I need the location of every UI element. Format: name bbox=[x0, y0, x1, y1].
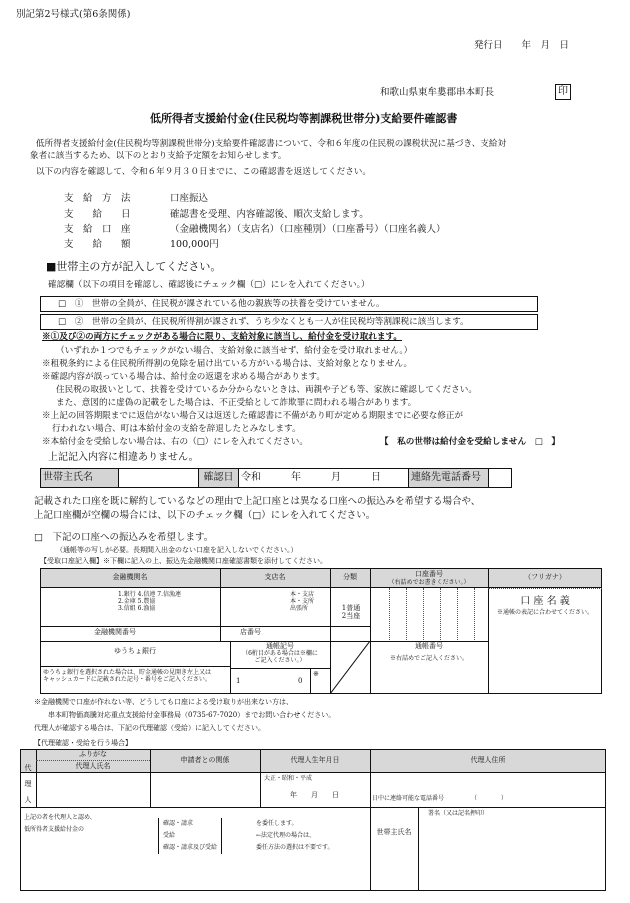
proxy-furigana: ふりがな bbox=[79, 750, 107, 758]
seal: 印 bbox=[555, 84, 571, 100]
note-2: （いずれか１つでもチェックがない場合、支給対象に該当せず、給付金を受け取れません。） bbox=[56, 346, 413, 356]
account-label: 支 給 口 座 bbox=[64, 224, 131, 235]
branch-kinds: 本・支店 本・支所 出張所 bbox=[290, 591, 315, 612]
proxy-phone: 日中に連絡可能な電話番号 （ ） bbox=[372, 795, 508, 802]
phone-label: 連絡先電話番号 bbox=[409, 469, 489, 488]
transfer-sub: （通帳等の写しが必要。長期間入出金のない口座を記入しないでください。） bbox=[56, 546, 298, 554]
yucho-label: ゆうちょ銀行 bbox=[114, 647, 156, 655]
tsucho-no-sub: ※右詰めでご記入ください。 bbox=[389, 655, 468, 662]
type-head: 分類 bbox=[343, 573, 357, 581]
note-7: ※上記の回答期限までに返信がない場合又は返送した確認書に不備があり町が定める期限までに必要な修正が bbox=[42, 411, 464, 421]
kigo-head: 通帳記号 bbox=[266, 642, 294, 650]
section-head: ■世帯主の方が記入してください。 bbox=[46, 260, 222, 273]
acct-no-sub: （右詰めでお書きください。） bbox=[388, 579, 470, 586]
note-1: ※①及び②の両方にチェックがある場合に限り、支給対象に該当し、給付金を受け取れます。 bbox=[42, 332, 402, 342]
method-value: 口座振込 bbox=[170, 193, 209, 204]
kigo-star: ※ bbox=[313, 670, 319, 678]
note-4: ※確認内容が誤っている場合は、給付金の返還を求める場合があります。 bbox=[42, 372, 325, 382]
kigo-digit-0: 0 bbox=[298, 677, 303, 685]
branch-code-label: 店番号 bbox=[240, 628, 261, 636]
bank-note-3: 代理人が確認する場合は、下記の代理確認（受給）に記入してください。 bbox=[34, 724, 265, 732]
method-label: 支 給 方 法 bbox=[64, 193, 131, 204]
phone-field[interactable] bbox=[489, 469, 512, 488]
type-values: 1普通 2当座 bbox=[341, 604, 361, 621]
entrust-options[interactable]: 確認・請求 受給 確認・請求及び受給 bbox=[158, 818, 222, 854]
name-field[interactable] bbox=[119, 469, 199, 488]
holder-head: 口 座 名 義 bbox=[520, 596, 570, 607]
form-number: 別記第2号様式(第6条関係) bbox=[16, 9, 131, 20]
kigo-sub: （6桁目がある場合は※欄に ご記入ください。） bbox=[242, 650, 318, 664]
date-label: 確認日 bbox=[199, 469, 239, 488]
birth-era: 大正・昭和・平成 bbox=[264, 775, 313, 782]
note-9: ※本給付金を受給しない場合は、右の（□）にレを入れてください。 bbox=[42, 437, 308, 447]
holder-sub: ※通帳の表記に合わせてください。 bbox=[496, 609, 593, 616]
transfer-check[interactable]: □ 下記の口座への振込みを希望します。 bbox=[34, 532, 214, 543]
furigana-head: （フリガナ） bbox=[524, 573, 566, 581]
note-3: ※租税条約による住民税所得割の免除を届け出ている方がいる場合は、支給対象となりません。 bbox=[42, 359, 413, 369]
birth-ymd: 年 月 日 bbox=[290, 791, 339, 799]
check-2[interactable]: □ ② 世帯の全員が、住民税所得割が課されず、うち少なくとも一人が住民税均等割課税に該当します。 bbox=[58, 317, 469, 327]
account-value: （金融機関名）（支店名）（口座種別）（口座番号）（口座名義人） bbox=[170, 224, 446, 235]
note-5: 住民税の取扱いとして、扶養を受けているか分からないときは、両親や子ども等、家族に確認してください。 bbox=[56, 385, 477, 395]
amount-label: 支 給 額 bbox=[64, 239, 131, 250]
account-head: 【受取口座記入欄】※下欄に記入の上、振込先金融機関口座確認書類を添付してください。 bbox=[40, 557, 327, 565]
proxy-name-head: 代理人氏名 bbox=[75, 762, 111, 770]
decline-check[interactable]: 【 私の世帯は給付金を受給しません □ 】 bbox=[380, 437, 560, 447]
check-1[interactable]: □ ① 世帯の全員が、住民税が課されている他の親族等の扶養を受けていません。 bbox=[58, 299, 385, 309]
name-label: 世帯主氏名 bbox=[41, 469, 119, 488]
note-6: また、意図的に虚偽の記載をした場合は、不正受給として詐欺罪に問われる場合があります。 bbox=[56, 398, 417, 408]
entrust-text: 上記の者を代理人と認め、 低所得者支援給付金の bbox=[24, 814, 96, 833]
diagonal-slash bbox=[330, 641, 370, 694]
bank-kinds: 1.銀行 4.信連 7.信漁連 2.金庫 5.農協 3.信組 6.漁協 bbox=[118, 591, 181, 612]
tsucho-no-head: 通帳番号 bbox=[415, 642, 443, 650]
agree-text: 上記記入内容に相違ありません。 bbox=[48, 452, 199, 463]
intro-line-3: 以下の内容を確認して、令和６年９月３０日までに、この確認書を返送してください。 bbox=[36, 167, 371, 177]
birth-head: 代理人生年月日 bbox=[290, 756, 340, 764]
transfer-note-1: 記載された口座を既に解約しているなどの理由で上記口座とは異なる口座への振込みを希望する場合や、 bbox=[34, 496, 481, 507]
bank-note-1: ※金融機関で口座が作れない等、どうしても口座による受け取りが出来ない方は、 bbox=[34, 698, 293, 706]
sign-row bbox=[40, 468, 512, 488]
yucho-note: ゆうちょ銀行を選択された場合は、貯金通帳の見開き左上又は キャッシュカードに記載された記号・番号をご記入ください。 bbox=[43, 669, 212, 683]
proxy-head: 【代理確認・受給を行う場合】 bbox=[34, 739, 132, 747]
branch-head: 支店名 bbox=[264, 573, 286, 581]
amount-value: 100,000円 bbox=[170, 239, 219, 250]
check-intro: 確認欄（以下の項目を確認し、確認後にチェック欄（□）にレを入れてください。） bbox=[48, 280, 370, 290]
address-head: 代理人住所 bbox=[470, 756, 506, 764]
sign-label: 署名（又は記名押印） bbox=[428, 810, 489, 817]
day-value: 確認書を受理、内容確認後、順次支給します。 bbox=[170, 209, 369, 220]
issue-date: 発行日 年 月 日 bbox=[474, 40, 570, 51]
page-title: 低所得者支援給付金(住民税均等割課税世帯分)支給要件確認書 bbox=[150, 112, 458, 125]
head-name-label: 世帯主氏名 bbox=[376, 828, 412, 836]
proxy-side: 代 理 人 bbox=[24, 764, 32, 804]
kigo-digit-1: 1 bbox=[236, 677, 241, 685]
transfer-note-2: 上記口座欄が空欄の場合には、以下のチェック欄（□）にレを入れてください。 bbox=[34, 510, 376, 521]
bank-name-head: 金融機関名 bbox=[112, 573, 148, 581]
issuer: 和歌山県東牟婁郡串本町長 bbox=[380, 87, 495, 98]
bank-note-2: 串本町物価高騰対応重点支援給付金事務局（0735-67-7020）までお問い合わせください。 bbox=[48, 711, 336, 719]
relation-head: 申請者との関係 bbox=[180, 756, 230, 764]
note-8: 行われない場合、町は本給付金の支給を辞退したとみなします。 bbox=[52, 424, 301, 434]
date-field[interactable]: 令和 年 月 日 bbox=[239, 469, 409, 488]
bank-code-label: 金融機関番号 bbox=[94, 628, 136, 636]
day-label: 支 給 日 bbox=[64, 209, 131, 220]
intro-line-1: 低所得者支援給付金(住民税均等割課税世帯分)支給要件確認書について、令和６年度の住民税の課税状況に基づき、支給対 bbox=[36, 139, 507, 149]
intro-line-2: 象者に該当するため、以下のとおり支給予定額をお知らせします。 bbox=[30, 151, 287, 161]
delegate-text: を委任します。 ←法定代理の場合は、 委任方法の選択は不要です。 bbox=[256, 820, 334, 851]
acct-no-head: 口座番号 bbox=[415, 570, 443, 578]
